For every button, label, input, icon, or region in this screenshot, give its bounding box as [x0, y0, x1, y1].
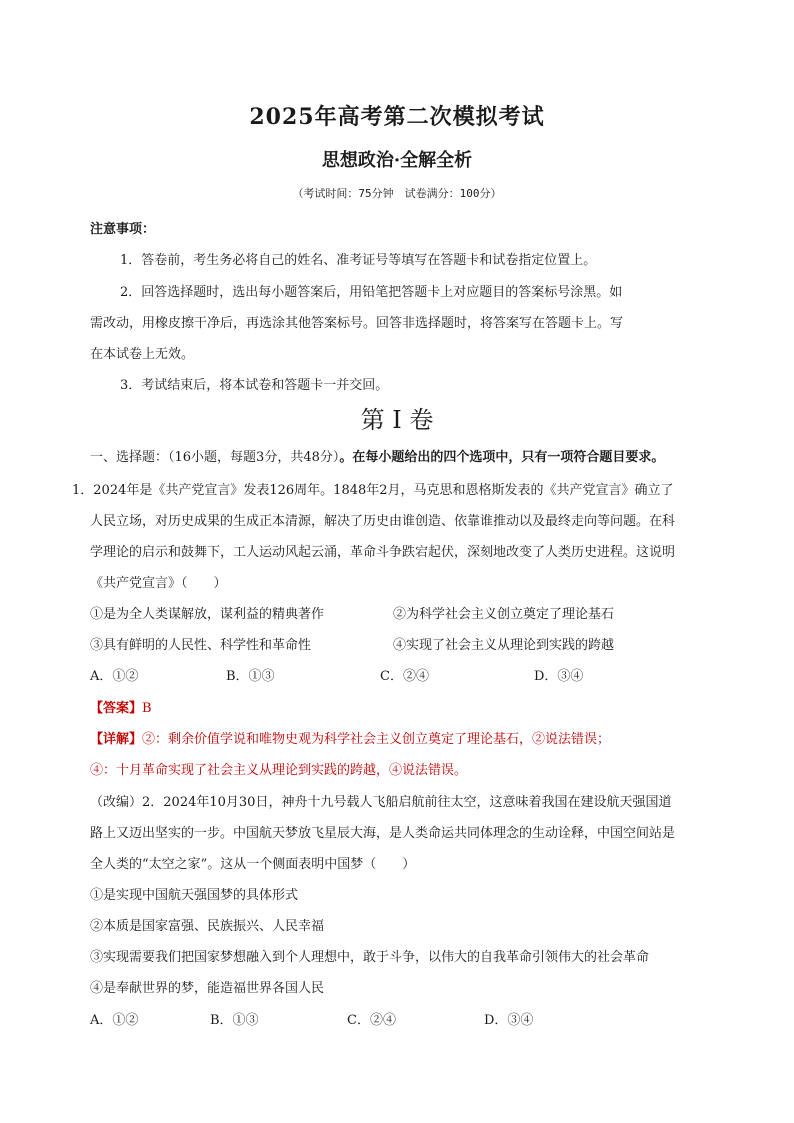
- notice-item-2-line-1: 2．回答选择题时，选出每小题答案后，用铅笔把答题卡上对应题目的答案标号涂黑。如: [120, 285, 623, 300]
- notice-heading: 注意事项：: [90, 222, 156, 237]
- exam-title: 2025年高考第二次模拟考试: [249, 104, 545, 130]
- notice-item-2-line-3: 在本试卷上无效。: [90, 347, 195, 362]
- notice-item-1: 1．答卷前，考生务必将自己的姓名、准考证号等填写在答题卡和试卷指定位置上。: [120, 253, 597, 268]
- q2-statement-4: ④是奉献世界的梦，能造福世界各国人民: [90, 981, 325, 996]
- q2-statement-2: ②本质是国家富强、民族振兴、人民幸福: [90, 919, 325, 934]
- q2-stem-line-1: （改编）2．2024年10月30日，神舟十九号载人飞船启航前往太空，这意味着我国在建设航天强国道: [90, 795, 672, 810]
- q1-statement-4: ④实现了社会主义从理论到实践的跨越: [393, 638, 615, 653]
- q1-statement-1: ①是为全人类谋解放，谋利益的精典著作: [90, 607, 325, 622]
- exam-subtitle: 思想政治·全解全析: [321, 150, 473, 171]
- section-heading: [90, 446, 730, 465]
- q2-statement-3: ③实现需要我们把国家梦想融入到个人理想中，敢于斗争，以伟大的自我革命引领伟大的社会革命: [90, 950, 650, 965]
- q1-stem-line-4: 《共产党宣言》（ ）: [90, 576, 227, 591]
- section-rest: 。在每小题给出的四个选项中，只有一项符合题目要求。: [339, 450, 665, 465]
- q1-detail-line-1: [90, 728, 730, 747]
- answer-label: 【答案】: [90, 701, 143, 716]
- q1-answer: [90, 697, 730, 716]
- q1-stem-line-1: 1．2024年是《共产党宣言》发表126周年。1848年2月，马克思和恩格斯发表的《共产党宣言》确立了: [72, 483, 674, 498]
- detail-text-1: ②：剩余价值学说和唯物史观为科学社会主义创立奠定了理论基石，②说法错误；: [142, 732, 611, 747]
- notice-item-3: 3．考试结束后，将本试卷和答题卡一并交回。: [120, 378, 389, 393]
- q1-statement-2: ②为科学社会主义创立奠定了理论基石: [393, 607, 615, 622]
- volume-title: 第 I 卷: [360, 406, 434, 434]
- q2-stem-line-2: 路上又迈出坚实的一步。中国航天梦放飞星辰大海，是人类命运共同体理念的生动诠释，中国空间站是: [90, 826, 676, 841]
- q1-statement-3: ③具有鲜明的人民性、科学性和革命性: [90, 638, 312, 653]
- notice-item-2-line-2: 需改动，用橡皮擦干净后，再选涂其他答案标号。回答非选择题时，将答案写在答题卡上。写: [90, 316, 624, 331]
- q2-option-b: B．①③: [210, 1013, 259, 1028]
- answer-value: B: [142, 701, 152, 716]
- detail-label: 【详解】: [90, 732, 143, 747]
- q2-stem-line-3: 全人类的“太空之家”。这从一个侧面表明中国梦（ ）: [90, 857, 416, 872]
- q1-option-a: A．①②: [90, 669, 139, 684]
- q1-option-d: D．③④: [534, 669, 584, 684]
- q2-option-d: D．③④: [484, 1013, 534, 1028]
- exam-info: （考试时间：75分钟 试卷满分：100分）: [292, 187, 502, 200]
- q2-option-a: A．①②: [90, 1013, 139, 1028]
- q1-stem-line-3: 学理论的启示和鼓舞下，工人运动风起云涌，革命斗争跌宕起伏，深刻地改变了人类历史进程。这说明: [90, 545, 676, 560]
- q1-detail-line-2: ④：十月革命实现了社会主义从理论到实践的跨越，④说法错误。: [90, 763, 468, 778]
- q2-statement-1: ①是实现中国航天强国梦的具体形式: [90, 888, 299, 903]
- q1-option-c: C．②④: [380, 669, 429, 684]
- q1-stem-line-2: 人民立场，对历史成果的生成正本清源，解决了历史由谁创造、依靠谁推动以及最终走向等问题。在科: [90, 514, 676, 529]
- q2-option-c: C．②④: [347, 1013, 396, 1028]
- q1-option-b: B．①③: [226, 669, 275, 684]
- section-prefix: 一、选择题：（16小题，每题3分，共48分）: [90, 450, 340, 465]
